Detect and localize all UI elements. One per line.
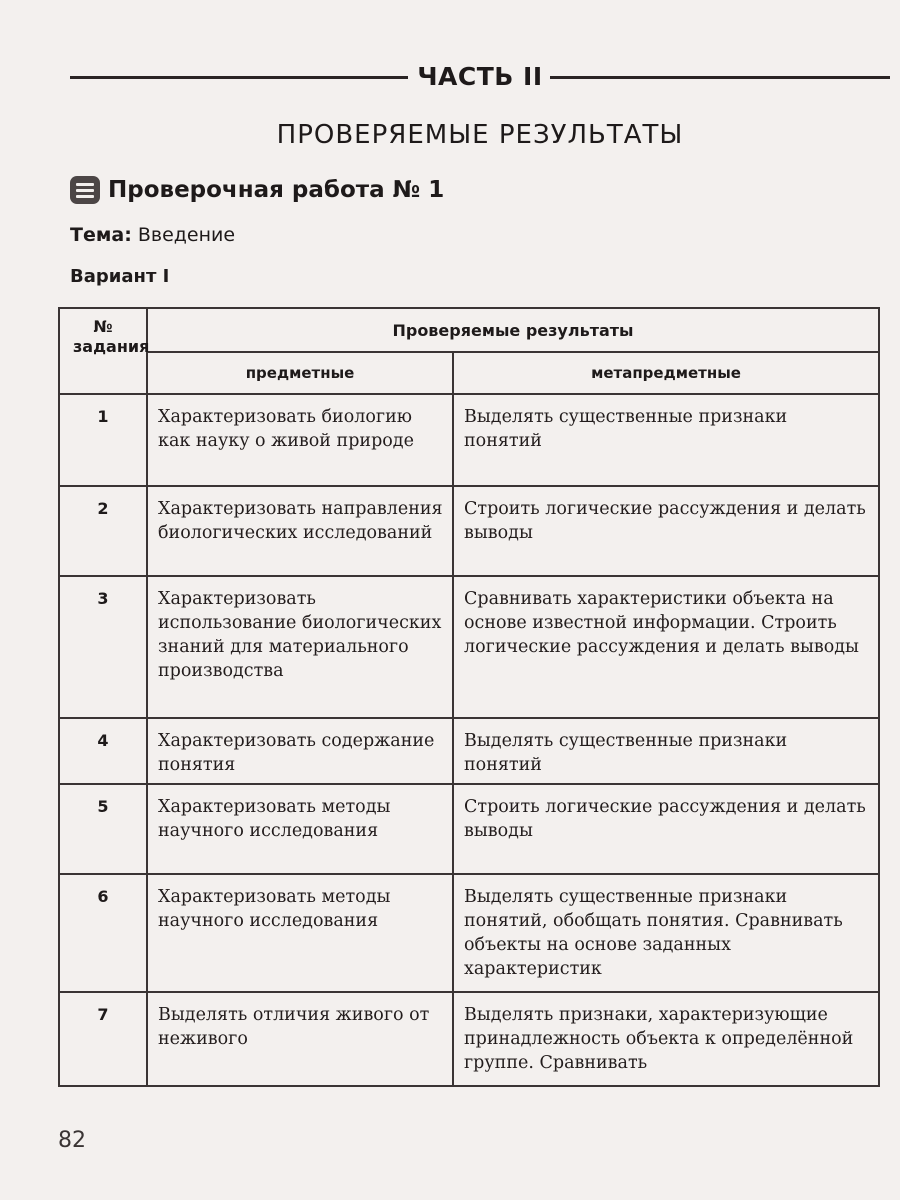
subject-result: Характеризовать содержание понятия (147, 718, 453, 784)
header-meta: метапредметные (453, 352, 879, 394)
task-number: 7 (59, 992, 147, 1086)
meta-result: Сравнивать характеристики объекта на основе известной информации. Строить логические рассуждения и делать выводы (453, 576, 879, 718)
subject-result: Характеризовать методы научного исследования (147, 874, 453, 992)
subject-result: Характеризовать биологию как науку о живой природе (147, 394, 453, 486)
subject-result: Характеризовать направления биологических исследований (147, 486, 453, 576)
variant-label: Вариант I (70, 266, 170, 287)
meta-result: Выделять существенные признаки понятий (453, 394, 879, 486)
task-number: 5 (59, 784, 147, 874)
subject-result: Характеризовать методы научного исследования (147, 784, 453, 874)
work-title-text: Проверочная работа № 1 (108, 177, 445, 203)
task-number: 3 (59, 576, 147, 718)
part-rule-right (550, 76, 890, 79)
task-number: 1 (59, 394, 147, 486)
subject-result: Характеризовать использование биологических знаний для материального производства (147, 576, 453, 718)
header-subject: предметные (147, 352, 453, 394)
meta-result: Строить логические рассуждения и делать выводы (453, 784, 879, 874)
header-results: Проверяемые результаты (147, 308, 879, 352)
subject-result: Выделять отличия живого от неживого (147, 992, 453, 1086)
meta-result: Выделять признаки, характеризующие принадлежность объекта к определённой группе. Сравнивать (453, 992, 879, 1086)
table-row (59, 718, 879, 784)
table-row (59, 486, 879, 576)
table-row (59, 576, 879, 718)
part-rule-left (70, 76, 408, 79)
task-number: 4 (59, 718, 147, 784)
topic-value: Введение (137, 224, 236, 246)
task-number: 6 (59, 874, 147, 992)
list-icon (70, 176, 100, 204)
meta-result: Строить логические рассуждения и делать выводы (453, 486, 879, 576)
work-title (70, 172, 444, 208)
header-task-number: № задания (59, 308, 147, 394)
task-number: 2 (59, 486, 147, 576)
page-number: 82 (58, 1128, 86, 1153)
table-row (59, 784, 879, 874)
meta-result: Выделять существенные признаки понятий (453, 718, 879, 784)
topic-label: Тема: (70, 224, 132, 246)
results-table (58, 307, 880, 1087)
table-row (59, 394, 879, 486)
topic-line (70, 224, 235, 246)
section-title: ПРОВЕРЯЕМЫЕ РЕЗУЛЬТАТЫ (276, 120, 684, 150)
table-row (59, 874, 879, 992)
table-row (59, 992, 879, 1086)
part-header (70, 60, 890, 96)
meta-result: Выделять существенные признаки понятий, обобщать понятия. Сравнивать объекты на основе заданных характеристик (453, 874, 879, 992)
part-title: ЧАСТЬ II (417, 62, 543, 91)
